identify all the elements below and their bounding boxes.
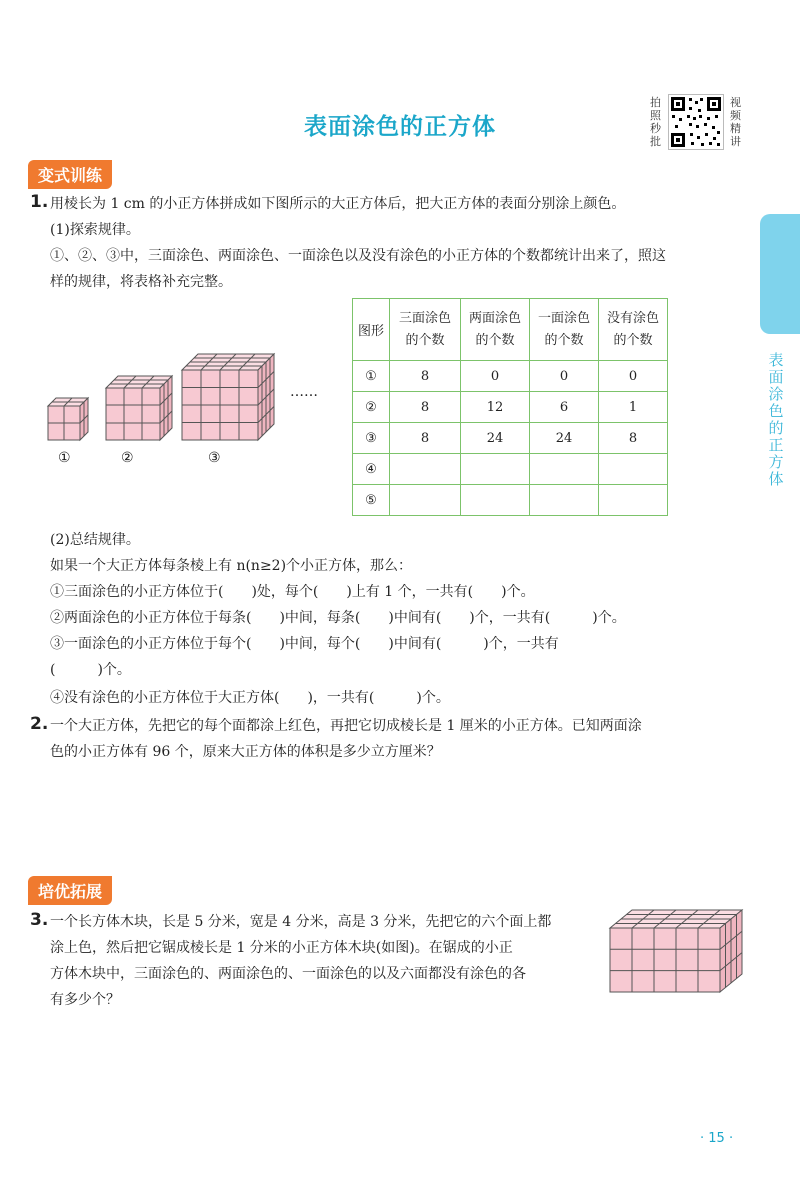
- table-header-row: [353, 299, 668, 361]
- table-cell: 24: [530, 423, 599, 454]
- cuboid-figure: [606, 906, 752, 996]
- qr-code-icon[interactable]: [668, 94, 724, 150]
- table-cell: ①: [353, 361, 390, 392]
- question-number-3: 3.: [30, 910, 49, 930]
- question-number-2: 2.: [30, 714, 49, 734]
- page-title: 表面涂色的正方体: [304, 114, 496, 140]
- q1-stem: 用棱长为 1 cm 的小正方体拼成如下图所示的大正方体后，把大正方体的表面分别涂上颜色。: [50, 196, 626, 212]
- q3-line-4: 有多少个？: [50, 992, 120, 1008]
- qr-right-text: 视 频 精 讲: [730, 96, 741, 148]
- q2-line-1: 一个大正方体，先把它的每个面都涂上红色，再把它切成棱长是 1 厘米的小正方体。已知两面涂: [50, 718, 642, 734]
- page-number: · 15 ·: [700, 1131, 734, 1146]
- figure-label-3: ③: [208, 450, 221, 466]
- table-answer-cell[interactable]: [461, 454, 530, 485]
- table-answer-cell[interactable]: [530, 454, 599, 485]
- table-cell: 0: [599, 361, 668, 392]
- table-row: [353, 485, 668, 516]
- q1-rule-3a[interactable]: ③一面涂色的小正方体位于每个( )中间，每个( )中间有( )个，一共有: [50, 636, 559, 652]
- question-number-1: 1.: [30, 192, 49, 212]
- cube-figure-1: [48, 398, 88, 440]
- q1-rule-4[interactable]: ④没有涂色的小正方体位于大正方体( )，一共有( )个。: [50, 690, 450, 706]
- table-cell: 8: [390, 361, 461, 392]
- q3-line-3: 方体木块中，三面涂色的、两面涂色的、一面涂色的以及六面都没有涂色的各: [50, 966, 526, 982]
- figure-label-1: ①: [58, 450, 71, 466]
- section-badge-practice: 变式训练: [28, 160, 112, 189]
- table-answer-cell[interactable]: [461, 485, 530, 516]
- q1-rule-2[interactable]: ②两面涂色的小正方体位于每条( )中间，每条( )中间有( )个，一共有( )个。: [50, 610, 626, 626]
- table-cell: 8: [599, 423, 668, 454]
- q1-condition: 如果一个大正方体每条棱上有 n(n≥2)个小正方体，那么：: [50, 558, 413, 574]
- rule-table: [352, 298, 668, 516]
- qr-left-text: 拍 照 秒 批: [650, 96, 661, 148]
- table-header-cell: 没有涂色 的个数: [599, 299, 668, 361]
- table-row: [353, 361, 668, 392]
- q1-rule-3b[interactable]: ( )个。: [50, 662, 131, 678]
- q1-text-a: ①、②、③中，三面涂色、两面涂色、一面涂色以及没有涂色的小正方体的个数都统计出来了，照这: [50, 248, 666, 264]
- table-cell: 12: [461, 392, 530, 423]
- q2-line-2: 色的小正方体有 96 个，原来大正方体的体积是多少立方厘米？: [50, 744, 441, 760]
- table-cell: 6: [530, 392, 599, 423]
- side-tab-label: 表 面 涂 色 的 正 方 体: [768, 351, 784, 488]
- side-tab[interactable]: [760, 214, 800, 334]
- table-cell: ⑤: [353, 485, 390, 516]
- q1-rule-1[interactable]: ①三面涂色的小正方体位于( )处，每个( )上有 1 个，一共有( )个。: [50, 584, 535, 600]
- table-cell: 1: [599, 392, 668, 423]
- table-answer-cell[interactable]: [390, 454, 461, 485]
- table-cell: ③: [353, 423, 390, 454]
- cube-figure-2: [106, 376, 172, 440]
- cube-figure-3: [182, 354, 274, 440]
- table-cell: 0: [530, 361, 599, 392]
- table-cell: 8: [390, 423, 461, 454]
- q3-line-2: 涂上色，然后把它锯成棱长是 1 分米的小正方体木块(如图)。在锯成的小正: [50, 940, 513, 956]
- table-row: [353, 454, 668, 485]
- table-answer-cell[interactable]: [530, 485, 599, 516]
- q1-sub2: (2)总结规律。: [50, 532, 140, 548]
- table-answer-cell[interactable]: [599, 485, 668, 516]
- table-cell: 8: [390, 392, 461, 423]
- table-header-cell: 两面涂色 的个数: [461, 299, 530, 361]
- table-answer-cell[interactable]: [390, 485, 461, 516]
- q3-line-1: 一个长方体木块，长是 5 分米，宽是 4 分米，高是 3 分米，先把它的六个面上都: [50, 914, 552, 930]
- table-header-cell: 一面涂色 的个数: [530, 299, 599, 361]
- q1-sub1: (1)探索规律。: [50, 222, 140, 238]
- table-cell: ④: [353, 454, 390, 485]
- q1-text-b: 样的规律，将表格补充完整。: [50, 274, 232, 290]
- figure-ellipsis: ……: [290, 384, 318, 400]
- table-cell: 0: [461, 361, 530, 392]
- table-cell: 24: [461, 423, 530, 454]
- figure-label-2: ②: [121, 450, 134, 466]
- qr-block: [648, 94, 758, 150]
- table-header-cell: 三面涂色 的个数: [390, 299, 461, 361]
- table-header-cell: 图形: [353, 299, 390, 361]
- table-row: [353, 423, 668, 454]
- section-badge-extension: 培优拓展: [28, 876, 112, 905]
- table-cell: ②: [353, 392, 390, 423]
- table-row: [353, 392, 668, 423]
- table-answer-cell[interactable]: [599, 454, 668, 485]
